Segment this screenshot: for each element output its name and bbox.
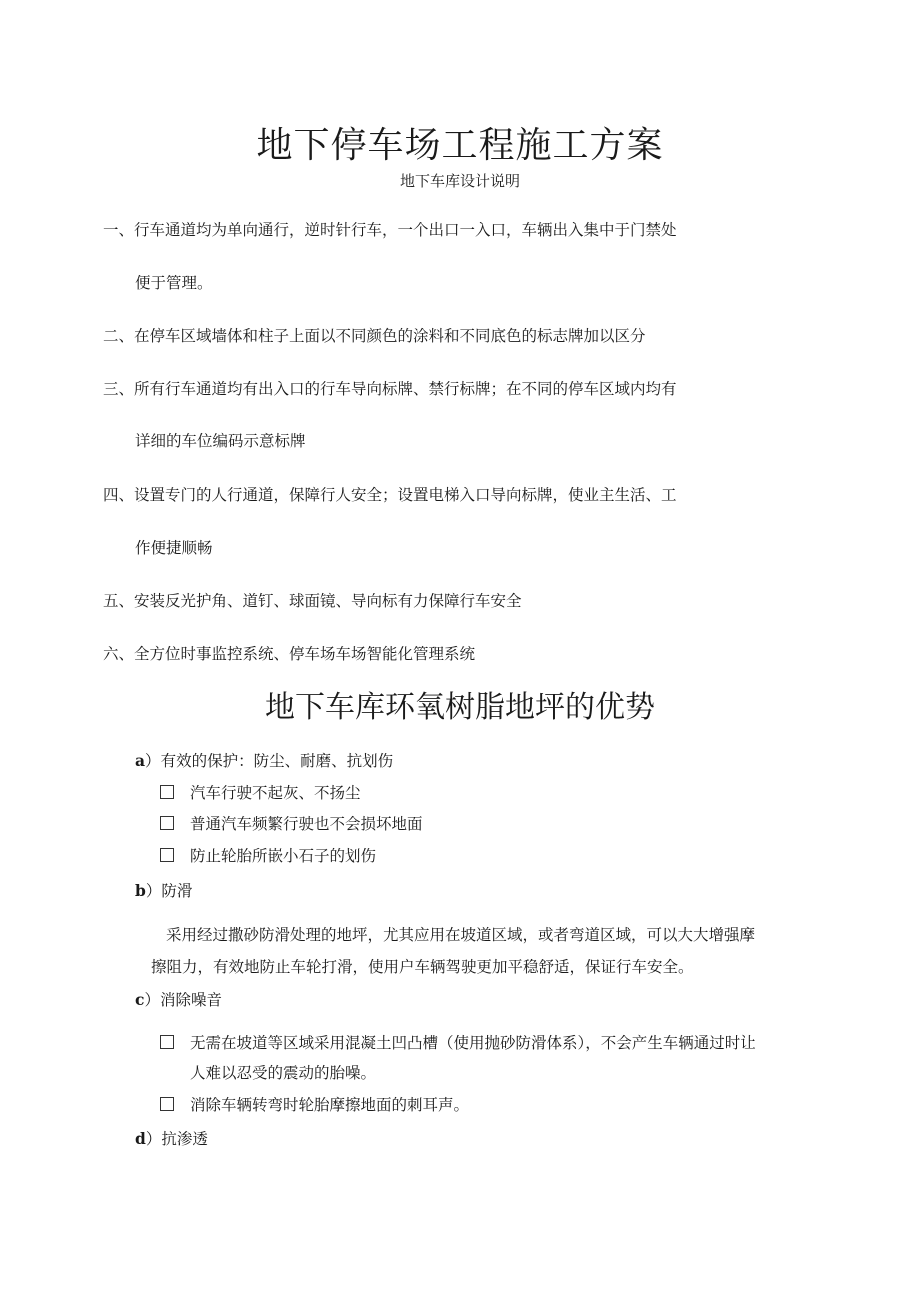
section-heading: 地下车库环氧树脂地坪的优势 (265, 690, 655, 725)
list-item-text: 防止轮胎所嵌小石子的划伤 (190, 847, 377, 865)
checkbox-icon (160, 1035, 174, 1049)
checkbox-icon (160, 816, 174, 830)
point-c-paren: ） (144, 991, 160, 1009)
list-item-text: 汽车行驶不起灰、不扬尘 (190, 784, 361, 802)
point-d-text: 抗渗透 (161, 1130, 208, 1148)
checkbox-icon (160, 785, 174, 799)
point-c (135, 989, 222, 1011)
list-item-text: 无需在坡道等区域采用混凝土凹凸槽（使用抛砂防滑体系），不会产生车辆通过时让 (190, 1034, 756, 1052)
point-b-paren: ） (145, 882, 162, 900)
point-b-label: b (135, 881, 146, 900)
item-4-line1: 四、设置专门的人行通道，保障行人安全；设置电梯入口导向标牌，使业主生活、工 (103, 486, 677, 504)
point-a-label: a (135, 751, 146, 770)
page-subtitle: 地下车库设计说明 (399, 172, 520, 190)
list-item (160, 782, 361, 804)
point-b (135, 880, 192, 902)
item-3-line2: 详细的车位编码示意标牌 (135, 432, 306, 450)
point-d-label: d (135, 1129, 146, 1148)
list-item (160, 1032, 756, 1054)
item-5-line1: 五、安装反光护角、道钉、球面镜、导向标有力保障行车安全 (103, 592, 522, 610)
list-item (160, 1094, 469, 1116)
point-a-paren: ） (145, 752, 161, 770)
list-item-continuation: 人难以忍受的震动的胎噪。 (190, 1064, 377, 1082)
item-6-line1: 六、全方位时事监控系统、停车场车场智能化管理系统 (103, 645, 476, 663)
checkbox-icon (160, 848, 174, 862)
item-2-line1: 二、在停车区域墙体和柱子上面以不同颜色的涂料和不同底色的标志牌加以区分 (103, 327, 646, 345)
point-c-text: 消除噪音 (159, 991, 222, 1009)
item-1-line2: 便于管理。 (135, 274, 213, 292)
item-4-line2: 作便捷顺畅 (135, 539, 213, 557)
item-1-line1: 一、行车通道均为单向通行，逆时针行车，一个出口一入口，车辆出入集中于门禁处 (103, 221, 677, 239)
list-item (160, 813, 423, 835)
point-c-label: c (135, 990, 145, 1009)
point-b-para-line2: 擦阻力，有效地防止车轮打滑，使用户车辆驾驶更加平稳舒适，保证行车安全。 (151, 958, 694, 976)
point-a (135, 750, 393, 772)
page-title: 地下停车场工程施工方案 (256, 125, 664, 166)
point-a-text: 有效的保护：防尘、耐磨、抗划伤 (160, 752, 394, 770)
point-d-paren: ） (145, 1130, 162, 1148)
list-item (160, 845, 376, 867)
item-3-line1: 三、所有行车通道均有出入口的行车导向标牌、禁行标牌；在不同的停车区域内均有 (103, 380, 677, 398)
point-b-text: 防滑 (161, 882, 193, 900)
list-item-text: 消除车辆转弯时轮胎摩擦地面的刺耳声。 (190, 1096, 470, 1114)
checkbox-icon (160, 1097, 174, 1111)
point-b-para-line1: 采用经过撒砂防滑处理的地坪，尤其应用在坡道区域，或者弯道区域，可以大大增强摩 (166, 926, 756, 944)
list-item-text: 普通汽车频繁行驶也不会损坏地面 (190, 815, 423, 833)
point-d (135, 1128, 208, 1150)
